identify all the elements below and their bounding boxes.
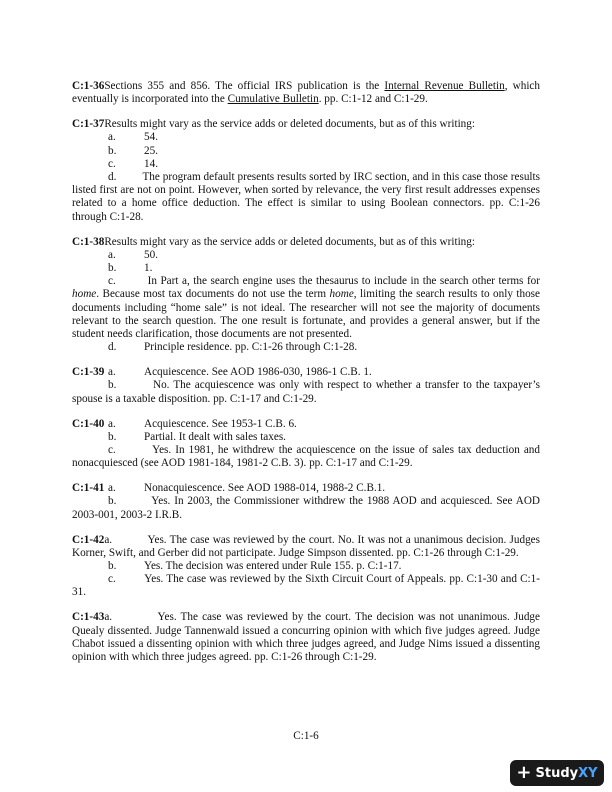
brand-main: Study xyxy=(535,765,579,781)
studyxy-badge[interactable] xyxy=(510,760,604,786)
answer-text: Acquiescence. See 1953-1 C.B. 6. xyxy=(144,417,297,430)
question-id: C:1-37 xyxy=(72,118,105,131)
list-item-paragraph: b. No. The acquiescence was only with respect to whether a transfer to the taxpayer’s spouse is a taxable disposition. pp. C:1-17 and C:1-29. xyxy=(72,379,540,405)
list-item: c. 14. xyxy=(108,157,158,170)
list-item-paragraph: c. In Part a, the search engine uses the thesaurus to include in the search other terms for home. Because most tax documents do not use the term home, limiting the search results to only those documents including “home sale” is not ideal. The researcher will not see the majority of documents relevant to the search question. The one result is fortunate, and provides a general answer, but if the student needs clarification, those documents are not presented. xyxy=(72,275,541,341)
cb-title: Cumulative Bulletin xyxy=(227,93,319,106)
answer-c1-38 xyxy=(72,236,540,355)
question-id: C:1-38 xyxy=(72,235,105,248)
question-id: C:1-42 xyxy=(72,533,105,546)
list-item: a. 54. xyxy=(108,131,158,144)
plus-icon: + xyxy=(516,762,532,783)
answer-text: , which eventually is incorporated into the xyxy=(72,80,540,106)
answer-text: a. Yes. The case was reviewed by the court. The decision was not unanimous. Judge Quealy dissented. Judge Tannenwald issued a concurring opinion with which five judges agreed. Judge Chabot issued a dissenting opinion with which three judges agreed, and Judge Nims issued a dissenting opinion with which three judges agreed. pp. C:1-26 through C:1-29. xyxy=(72,611,540,664)
list-item: b. 1. xyxy=(108,262,153,275)
page-number: C:1-6 xyxy=(293,730,319,742)
question-id: C:1-39 xyxy=(72,366,105,379)
list-item-paragraph: d. The program default presents results sorted by IRC section, and in this case those results listed first are not on point. However, when sorted by relevance, the very first result addresses expenses related to a home office deduction. The effect is similar to using Boolean connectors. pp. C:1-26 through C:1-28. xyxy=(72,171,540,223)
question-id: C:1-41 xyxy=(72,482,105,495)
answer-text: Sections 355 and 856. The official IRS publication is the xyxy=(104,80,385,92)
answer-text: a. Yes. The case was reviewed by the court. No. It was not a unanimous decision. Judges Korner, Swift, and Gerber did not participate. Judge Simpson dissented. pp. C:1-26 through C:1-29. xyxy=(72,533,540,559)
answer-c1-36 xyxy=(72,80,540,106)
list-item: a. 50. xyxy=(108,248,158,261)
answer-c1-42 xyxy=(72,534,540,600)
answer-c1-37 xyxy=(72,118,540,224)
irb-title: Internal Revenue Bulletin xyxy=(384,80,505,92)
list-item: b. Partial. It dealt with sales taxes. xyxy=(108,430,286,443)
list-item-paragraph: c. Yes. In 1981, he withdrew the acquiescence on the issue of sales tax deduction and nonacquiesced (see AOD 1981-184, 1981-2 C.B. 3). pp. C:1-17 and C:1-29. xyxy=(72,444,540,470)
answer-c1-40: C:1-40 a. Acquiescence. See 1953-1 C.B. 6. b. Partial. It dealt with sales taxes. c. Yes. In 1981, he withdrew the acquiescence on the issue of sales tax deduction and nonacquiesced (see AOD 1981-184, 1981-2 C.B. 3). pp. C:1-17 and C:1-29. xyxy=(72,417,540,470)
answer-text: Acquiescence. See AOD 1986-030, 1986-1 C.B. 1. xyxy=(144,366,372,379)
question-id: C:1-43 xyxy=(72,611,105,624)
answer-c1-41: C:1-41 a. Nonacquiescence. See AOD 1988-014, 1988-2 C.B.1. b. Yes. In 2003, the Commissioner withdrew the 1988 AOD and acquiesced. See AOD 2003-001, 2003-2 I.R.B. xyxy=(72,482,540,521)
question-id: C:1-36 xyxy=(72,80,105,92)
list-item: b. 25. xyxy=(108,144,158,157)
list-item: b. Yes. The decision was entered under Rule 155. p. C:1-17. xyxy=(108,560,402,573)
answer-text: . pp. C:1-12 and C:1-29. xyxy=(318,93,428,106)
list-item-paragraph: c. Yes. The case was reviewed by the Sixth Circuit Court of Appeals. pp. C:1-30 and C:1-31. xyxy=(72,573,540,599)
list-item-paragraph: b. Yes. In 2003, the Commissioner withdrew the 1988 AOD and acquiesced. See AOD 2003-001, 2003-2 I.R.B. xyxy=(72,495,540,521)
answer-c1-39: C:1-39 a. Acquiescence. See AOD 1986-030, 1986-1 C.B. 1. b. No. The acquiescence was only with respect to whether a transfer to the taxpayer’s spouse is a taxable disposition. pp. C:1-17 and C:1-29. xyxy=(72,366,540,405)
list-item: d. Principle residence. pp. C:1-26 through C:1-28. xyxy=(108,341,358,354)
document-body xyxy=(72,80,540,676)
answer-text: Nonacquiescence. See AOD 1988-014, 1988-2 C.B.1. xyxy=(144,482,386,495)
question-id: C:1-40 xyxy=(72,417,105,430)
answer-c1-43 xyxy=(72,611,540,664)
brand-accent: XY xyxy=(578,765,598,781)
answer-text: Results might vary as the service adds or deleted documents, but as of this writing: xyxy=(104,118,475,131)
answer-text: Results might vary as the service adds or deleted documents, but as of this writing: xyxy=(104,235,475,248)
